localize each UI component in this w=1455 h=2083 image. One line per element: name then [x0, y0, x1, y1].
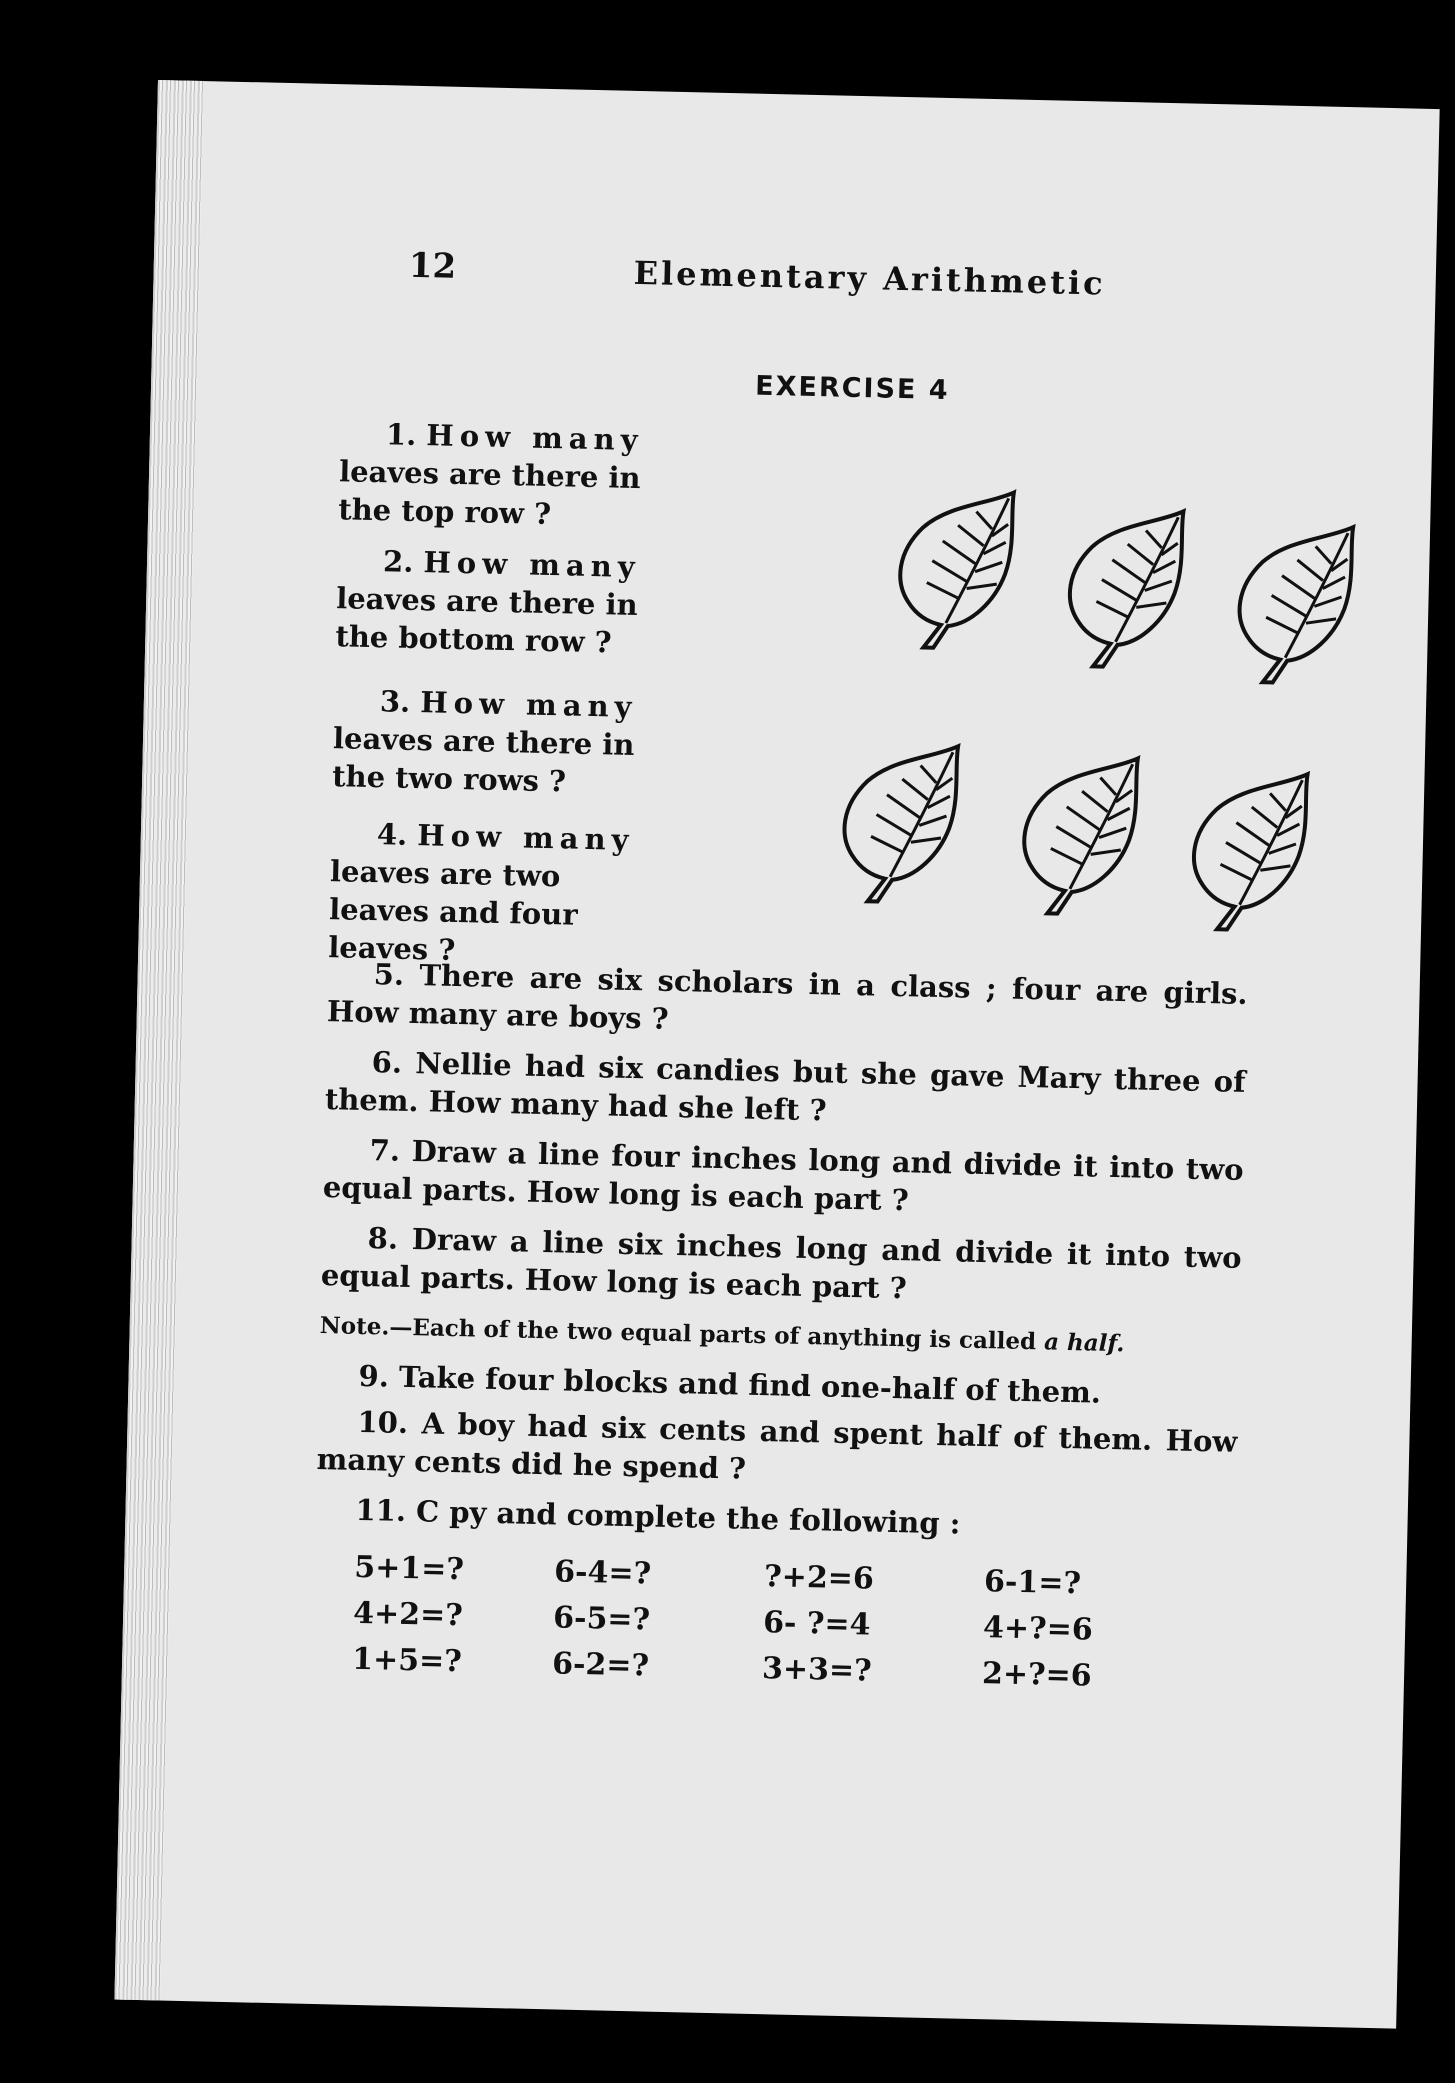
question-2: 2. How many leaves are there in the bottom row ?: [335, 544, 642, 660]
question-9: 9. Take four blocks and find one-half of them.: [358, 1358, 1102, 1410]
leaf-icon: [1179, 763, 1323, 936]
exercise-title: EXERCISE 4: [754, 370, 950, 407]
question-1: 1. How many leaves are there in the top row ?: [337, 417, 644, 532]
question-6: 6. Nellie had six candies but she gave Mary three of them. How many had she left ?: [324, 1045, 1246, 1128]
leaf-icon: [1009, 748, 1153, 921]
question-11: 11. C py and complete the following :: [355, 1492, 961, 1541]
question-10: 10. A boy had six cents and spent half of them. How many cents did he spend ?: [316, 1404, 1238, 1486]
equation-column-4: 6-1=? 4+?=6 2+?=6: [981, 1564, 1094, 1694]
note: Note.—Each of the two equal parts of anything is called a half.: [319, 1311, 1125, 1358]
question-5: 5. There are six scholars in a class ; four are girls. How many are boys ?: [326, 957, 1248, 1036]
question-8: 8. Draw a line six inches long and divide it into two equal parts. How long is each part ?: [320, 1221, 1242, 1306]
leaf-icon: [1225, 516, 1369, 689]
equation-column-3: ?+2=6 6- ?=4 3+3=?: [761, 1559, 875, 1689]
question-4: 4. How many leaves are two leaves and four leaves ?: [327, 817, 635, 967]
question-7: 7. Draw a line four inches long and divide it into two equal parts. How long is each part ?: [322, 1133, 1244, 1218]
leaf-icon: [885, 482, 1029, 655]
leaf-icon: [1055, 501, 1199, 674]
page-edge: [114, 80, 204, 2001]
equation-column-2: 6-4=? 6-5=? 6-2=?: [551, 1554, 652, 1684]
question-3: 3. How many leaves are there in the two rows ?: [331, 684, 638, 799]
book-page: [114, 80, 1439, 2029]
equation-column-1: 5+1=? 4+2=? 1+5=?: [351, 1549, 465, 1680]
page-number: 12: [408, 245, 457, 287]
leaves-illustration: [158, 80, 1440, 109]
running-title: Elementary Arithmetic: [633, 253, 1107, 303]
leaf-icon: [829, 735, 973, 908]
